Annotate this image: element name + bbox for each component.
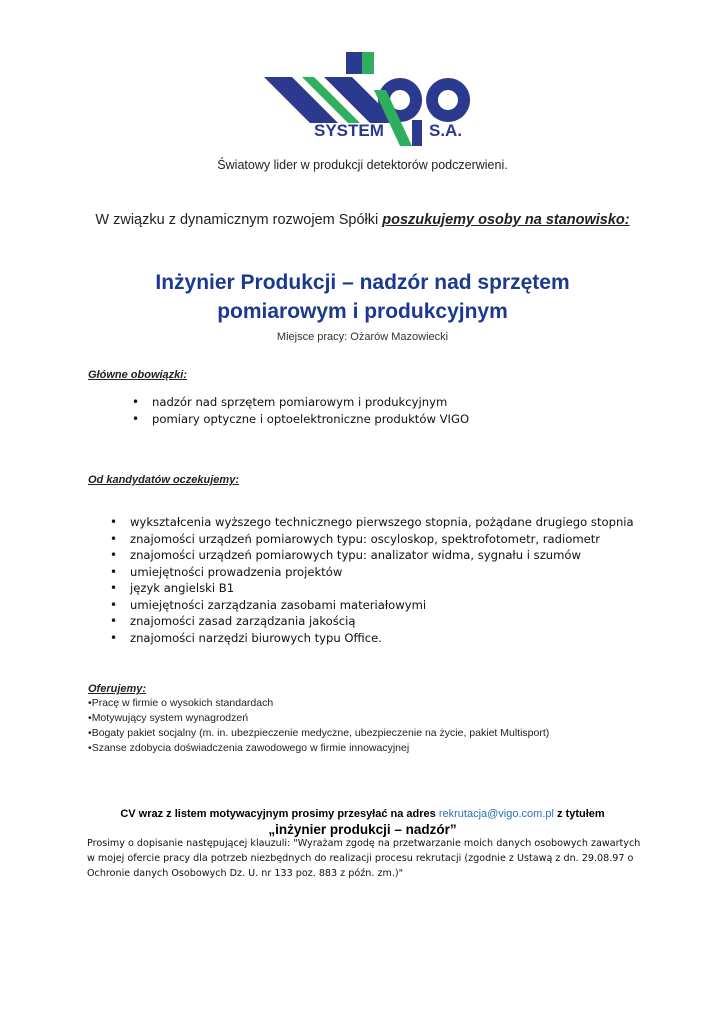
cv-text-before: CV wraz z listem motywacyjnym prosimy przesyłać na adres [120,808,439,820]
list-item: • znajomości narzędzi biurowych typu Office. [130,630,634,647]
list-item: • Bogaty pakiet socjalny (m. in. ubezpieczenie medyczne, ubezpieczenie na życie, pakiet Multisport) [88,726,549,741]
gdpr-clause: Prosimy o dopisanie następującej klauzuli: "Wyrażam zgodę na przetwarzanie moich danych osobowych zawartych w mojej ofercie pracy dla potrzeb niezbędnych do realizacji procesu rekrutacji (zgodnie z Ustawą z dn. 29.08.97 o Ochronie danych Osobowych Dz. U. nr 133 poz. 883 z późn. zm.)" [87,838,641,879]
duties-list [152,394,469,427]
list-item: • wykształcenia wyższego technicznego pierwszego stopnia, pożądane drugiego stopnia [130,514,634,531]
tagline: Światowy lider w produkcji detektorów podczerwieni. [217,158,508,172]
logo-system-text: SYSTEM [314,121,384,140]
logo-sa-text: S.A. [429,121,463,140]
list-item: • znajomości urządzeń pomiarowych typu: analizator widma, sygnału i szumów [130,547,634,564]
list-item: • Motywujący system wynagrodzeń [88,711,549,726]
list-item: • nadzór nad sprzętem pomiarowym i produkcyjnym [152,394,469,411]
intro-line [0,212,725,228]
job-title-line-1: Inżynier Produkcji – nadzór nad sprzętem [155,271,570,294]
list-item: • język angielski B1 [130,580,634,597]
list-item: • znajomości urządzeń pomiarowych typu: oscyloskop, spektrofotometr, radiometr [130,531,634,548]
list-item: • pomiary optyczne i optoelektroniczne produktów VIGO [152,411,469,428]
intro-emphasis: poszukujemy osoby na stanowisko: [382,212,630,228]
list-item: • znajomości zasad zarządzania jakością [130,613,634,630]
vigo-system-logo [262,50,472,150]
requirements-heading: Od kandydatów oczekujemy: [88,474,239,486]
intro-text: W związku z dynamicznym rozwojem Spółki [95,212,383,228]
requirements-list [130,514,634,646]
offer-list [88,696,549,756]
cv-subject: „inżynier produkcji – nadzór” [268,822,457,837]
recruitment-email-link[interactable]: rekrutacja@vigo.com.pl [438,808,554,820]
job-title-line-2: pomiarowym i produkcyjnym [217,300,508,323]
work-location: Miejsce pracy: Ożarów Mazowiecki [276,331,449,343]
list-item: • umiejętności zarządzania zasobami materiałowymi [130,597,634,614]
list-item: • umiejętności prowadzenia projektów [130,564,634,581]
offer-heading: Oferujemy: [88,683,147,695]
list-item: • Szanse zdobycia doświadczenia zawodowego w firmie innowacyjnej [88,741,549,756]
cv-instructions [0,808,725,820]
duties-heading: Główne obowiązki: [88,369,188,381]
list-item: • Pracę w firmie o wysokich standardach [88,696,549,711]
job-title [0,268,725,326]
cv-text-after: z tytułem [553,808,605,820]
